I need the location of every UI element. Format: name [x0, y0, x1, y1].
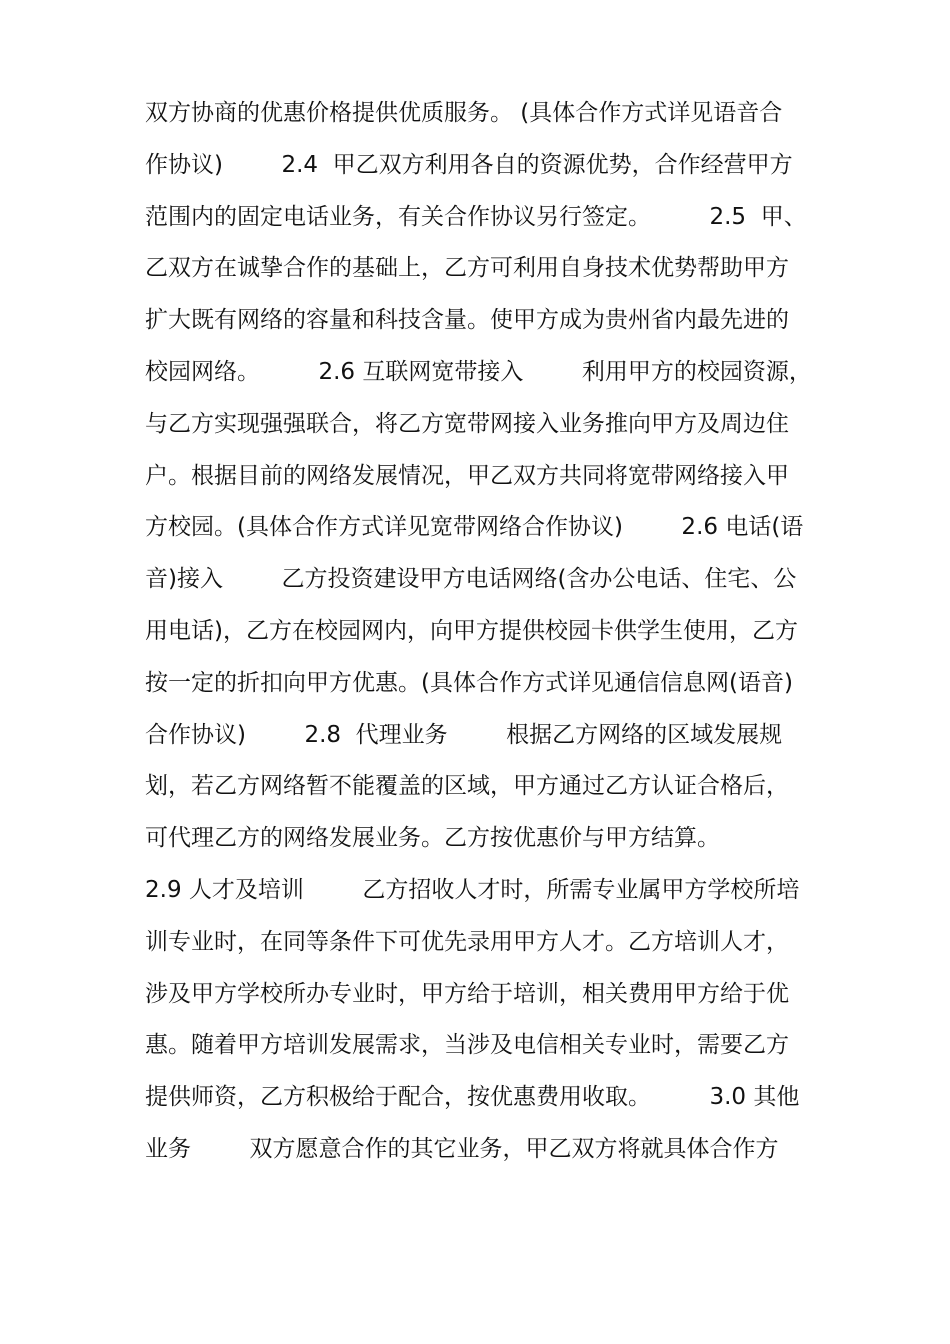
text-line: 作协议) 2.4 甲乙双方利用各自的资源优势，合作经营甲方: [145, 151, 793, 178]
text-line: 提供师资，乙方积极给于配合，按优惠费用收取。 3.0 其他: [145, 1084, 800, 1111]
text-line: 合作协议) 2.8 代理业务 根据乙方网络的区域发展规: [145, 721, 783, 748]
text-line: 业务 双方愿意合作的其它业务，甲乙双方将就具体合作方: [145, 1135, 779, 1162]
text-line: 2.9 人才及培训 乙方招收人才时，所需专业属甲方学校所培: [145, 876, 800, 903]
body-text: [145, 88, 825, 1176]
text-line: 可代理乙方的网络发展业务。乙方按优惠价与甲方结算。: [145, 825, 720, 852]
text-line: 方校园。(具体合作方式详见宽带网络合作协议) 2.6 电话(语: [145, 514, 804, 541]
text-line: 训专业时，在同等条件下可优先录用甲方人才。乙方培训人才，: [145, 928, 789, 955]
text-line: 划，若乙方网络暂不能覆盖的区域，甲方通过乙方认证合格后，: [145, 773, 789, 800]
text-line: 扩大既有网络的容量和科技含量。使甲方成为贵州省内最先进的: [145, 307, 789, 334]
text-line: 户。根据目前的网络发展情况，甲乙双方共同将宽带网络接入甲: [145, 462, 789, 489]
text-line: 按一定的折扣向甲方优惠。(具体合作方式详见通信信息网(语音): [145, 669, 793, 696]
text-line: 惠。随着甲方培训发展需求，当涉及电信相关专业时，需要乙方: [145, 1032, 789, 1059]
text-line: 范围内的固定电话业务，有关合作协议另行签定。 2.5 甲、: [145, 203, 807, 230]
text-line: 与乙方实现强强联合，将乙方宽带网接入业务推向甲方及周边住: [145, 410, 789, 437]
text-line: 双方协商的优惠价格提供优质服务。 (具体合作方式详见语音合: [145, 100, 783, 126]
text-line: 涉及甲方学校所办专业时，甲方给于培训，相关费用甲方给于优: [145, 980, 789, 1007]
text-line: 校园网络。 2.6 互联网宽带接入 利用甲方的校园资源，: [145, 358, 812, 385]
text-line: 用电话)，乙方在校园网内，向甲方提供校园卡供学生使用，乙方: [145, 617, 798, 644]
text-line: 音)接入 乙方投资建设甲方电话网络(含办公电话、住宅、公: [145, 566, 797, 593]
text-line: 乙双方在诚挚合作的基础上，乙方可利用自身技术优势帮助甲方: [145, 255, 789, 282]
